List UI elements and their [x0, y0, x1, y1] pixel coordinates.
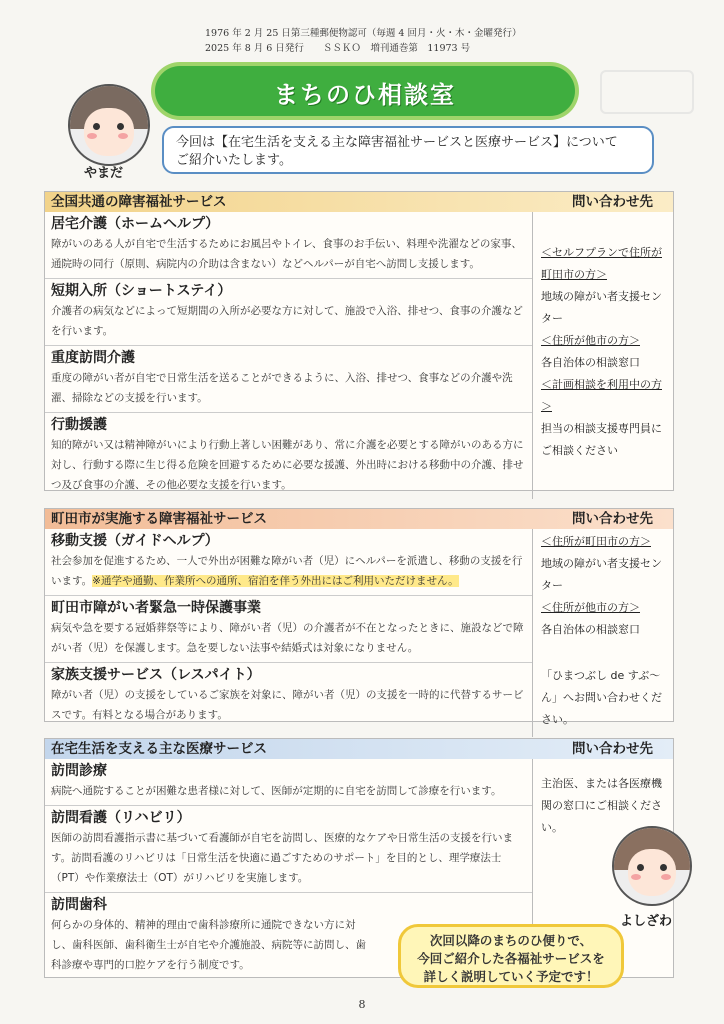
service-item — [45, 759, 532, 806]
intro-line-1: 今回は【在宅生活を支える主な障害福祉サービスと医療サービス】について — [176, 135, 618, 150]
section-title: 在宅生活を支える主な医療サービス — [51, 741, 267, 757]
service-description: 介護者の病気などによって短期間の入所が必要な方に対して、施設で入浴、排せつ、食事の介護などを行います。 — [51, 305, 523, 337]
service-item — [45, 663, 532, 729]
service-item — [45, 346, 532, 413]
service-item — [45, 806, 532, 893]
service-title: 移動支援（ガイドヘルプ） — [51, 533, 219, 549]
service-description: 医師の訪問看護指示書に基づいて看護師が自宅を訪問し、医療的なケアや日常生活の支援を行います。訪問看護のリハビリは「日常生活を快適に過ごすためのサポート」を目的とし、理学療法士（PT）や作業療法士（OT）がリハビリを実施します。 — [51, 832, 513, 884]
service-title: 重度訪問介護 — [51, 350, 135, 366]
service-item — [45, 212, 532, 279]
service-note-highlight: ※通学や通勤、作業所への通所、宿泊を伴う外出にはご利用いただけません。 — [92, 575, 459, 587]
contact-label: 問い合わせ先 — [572, 741, 653, 757]
title-banner — [155, 66, 575, 116]
section-title: 町田市が実施する障害福祉サービス — [51, 511, 267, 527]
service-description: 何らかの身体的、精神的理由で歯科診療所に通院できない方に対し、歯科医師、歯科衛生士が自宅や介護施設、病院等に訪問し、歯科診療や専門的口腔ケアを行う制度です。 — [51, 919, 366, 971]
header-line-1: 1976 年 2 月 25 日第三種郵便物認可（毎週 4 回月・火・木・金曜発行） — [205, 28, 522, 39]
service-title: 家族支援サービス（レスパイト） — [51, 667, 261, 683]
service-item — [45, 413, 532, 499]
section-heading — [45, 509, 673, 529]
contact-heading: ＜住所が町田市の方＞ — [541, 535, 651, 548]
service-title: 訪問歯科 — [51, 897, 107, 913]
service-description — [51, 551, 526, 591]
service-title: 訪問診療 — [51, 763, 107, 779]
callout-line-1: 次回以降のまちのひ便りで、 — [429, 933, 593, 948]
contact-heading: ＜計画相談を利用中の方＞ — [541, 378, 662, 413]
yoshizawa-avatar-icon — [612, 826, 692, 906]
section-title: 全国共通の障害福祉サービス — [51, 194, 227, 210]
publication-header — [205, 26, 522, 56]
contact-heading: ＜住所が他市の方＞ — [541, 601, 640, 614]
service-description: 障がい者（児）の支援をしているご家族を対象に、障がい者（児）の支援を一時的に代替するサービスです。有料となる場合があります。 — [51, 689, 524, 721]
contact-text: 主治医、または各医療機関の窓口にご相談ください。 — [541, 777, 662, 834]
contact-text: 各自治体の相談窓口 — [541, 356, 640, 369]
service-title: 町田市障がい者緊急一時保護事業 — [51, 600, 261, 616]
yamada-name-tag: やまだ — [84, 166, 124, 181]
contact-text: 担当の相談支援専門員にご相談ください — [541, 422, 662, 457]
contact-text: 各自治体の相談窓口 — [541, 623, 640, 636]
service-description: 障がいのある人が自宅で生活するためにお風呂やトイレ、食事のお手伝い、料理や洗濯などの家事、通院時の同行（原則、病院内の介助は含まない）などヘルパーが自宅へ訪問し支援します。 — [51, 238, 522, 270]
service-description: 病院へ通院することが困難な患者様に対して、医師が定期的に自宅を訪問して診療を行います。 — [51, 785, 502, 797]
contact-column — [533, 212, 673, 499]
contact-label: 問い合わせ先 — [572, 511, 653, 527]
next-issue-callout — [398, 924, 624, 988]
decorative-frame — [600, 70, 694, 114]
service-item — [45, 596, 532, 663]
contact-text: 「ひまつぶし de すぶ～ん」へお問い合わせください。 — [541, 669, 662, 726]
section-heading — [45, 192, 673, 212]
service-title: 居宅介護（ホームヘルプ） — [51, 216, 220, 232]
contact-heading: ＜住所が他市の方＞ — [541, 334, 640, 347]
contact-column — [533, 529, 673, 737]
service-title: 短期入所（ショートステイ） — [51, 283, 232, 299]
service-item — [45, 529, 532, 596]
contact-label: 問い合わせ先 — [572, 194, 653, 210]
section-heading — [45, 739, 673, 759]
service-description: 病気や急を要する冠婚葬祭等により、障がい者（児）の介護者が不在となったときに、施設などで障がい者（児）を保護します。急を要しない法事や結婚式は対象になりません。 — [51, 622, 524, 654]
contact-text: 地域の障がい者支援センター — [541, 290, 662, 325]
service-description-text: 社会参加を促進するため、一人で外出が困難な障がい者（児）にヘルパーを派遣し、移動の支援を行います。 — [51, 555, 523, 587]
callout-line-3: 詳しく説明していく予定です！ — [423, 969, 599, 984]
section-national-welfare — [44, 191, 674, 491]
page-number: 8 — [358, 998, 366, 1011]
intro-speech-bubble — [162, 126, 654, 174]
header-line-2: 2025 年 8 月 6 日発行 ＳＳＫＯ 増刊通巻第 11973 号 — [205, 43, 471, 54]
service-description: 重度の障がい者が自宅で日常生活を送ることができるように、入浴、排せつ、食事などの介護や洗濯、掃除などの支援を行います。 — [51, 372, 513, 404]
contact-text: 地域の障がい者支援センター — [541, 557, 662, 592]
yamada-avatar-icon — [68, 84, 150, 166]
service-description: 知的障がい又は精神障がいにより行動上著しい困難があり、常に介護を必要とする障がいのある方に対し、行動する際に生じ得る危険を回避するために必要な援護、外出時における移動中の介護、排せつ及び食事の介護、その他必要な支援を行います。 — [51, 439, 524, 491]
callout-line-2: 今回ご紹介した各福祉サービスを — [417, 951, 605, 966]
section-machida-welfare — [44, 508, 674, 726]
service-item — [45, 279, 532, 346]
service-title: 訪問看護（リハビリ） — [51, 810, 191, 826]
contact-heading: ＜セルフプランで住所が町田市の方＞ — [541, 246, 662, 281]
service-title: 行動援護 — [51, 417, 107, 433]
page-title: まちのひ相談室 — [274, 81, 456, 109]
yoshizawa-name-tag: よしざわ — [620, 914, 673, 929]
intro-line-2: ご紹介いたします。 — [176, 153, 292, 168]
